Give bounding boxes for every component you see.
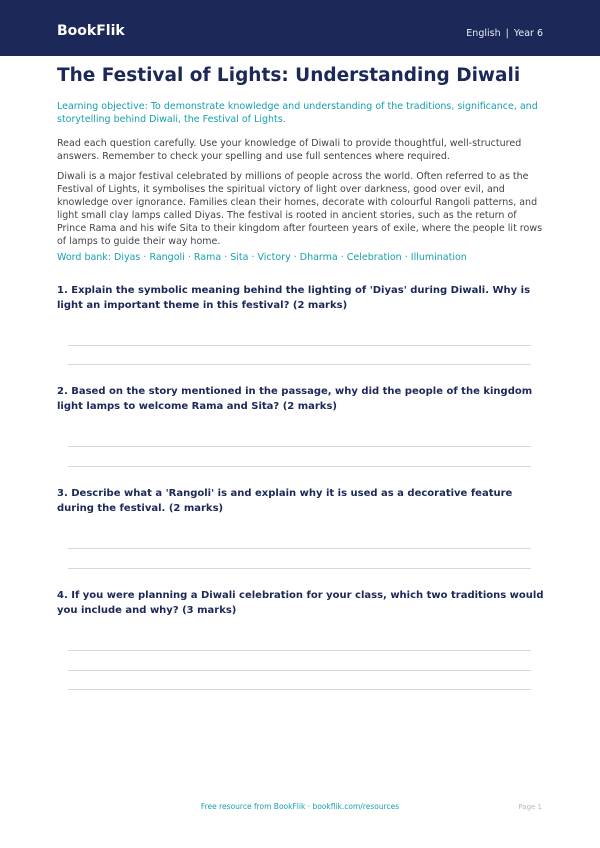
instructions: Read each question carefully. Use your knowledge of Diwali to provide thoughtful, well-structured answers. Remember to check your spelling and use full sentences where required. [57, 138, 522, 162]
word-bank: Word bank: Diyas · Rangoli · Rama · Sita · Victory · Dharma · Celebration · Illumination [57, 252, 467, 263]
answer-line[interactable] [68, 670, 531, 671]
subject-year [466, 28, 543, 39]
question-4: 4. If you were planning a Diwali celebration for your class, which two traditions would you include and why? (3 marks) [57, 590, 544, 616]
answer-line[interactable] [68, 650, 531, 651]
reading-passage: Diwali is a major festival celebrated by millions of people across the world. Often referred to as the Festival of Lights, it symbolises the spiritual victory of light over darkness, good over evil, and knowledge over ignorance. Families clean their homes, decorate with colourful Rangoli patterns, and light small clay lamps called Diyas. The festival is rooted in ancient stories, such as the return of Prince Rama and his wife Sita to their kingdom after fourteen years of exile, where the people lit rows of lamps to guide their way home. [57, 171, 543, 247]
brand-logo[interactable]: BookFlik [57, 23, 125, 39]
year-label: Year 6 [513, 28, 543, 39]
question-2: 2. Based on the story mentioned in the passage, why did the people of the kingdom light lamps to welcome Rama and Sita? (2 marks) [57, 386, 533, 412]
separator: | [505, 28, 509, 39]
worksheet-title: The Festival of Lights: Understanding Diwali [57, 65, 521, 86]
answer-line[interactable] [68, 446, 531, 447]
answer-line[interactable] [68, 466, 531, 467]
page-header [0, 0, 600, 56]
question-3: 3. Describe what a 'Rangoli' is and explain why it is used as a decorative feature during the festival. (2 marks) [57, 488, 513, 514]
answer-line[interactable] [68, 689, 531, 690]
answer-line[interactable] [68, 548, 531, 549]
learning-objective: Learning objective: To demonstrate knowledge and understanding of the traditions, significance, and storytelling behind Diwali, the Festival of Lights. [57, 101, 538, 125]
page-number: Page 1 [518, 803, 542, 811]
answer-line[interactable] [68, 345, 531, 346]
answer-line[interactable] [68, 568, 531, 569]
question-1: 1. Explain the symbolic meaning behind the lighting of 'Diyas' during Diwali. Why is light an important theme in this festival? (2 marks) [57, 285, 531, 311]
answer-line[interactable] [68, 364, 531, 365]
footer-link[interactable]: Free resource from BookFlik · bookflik.com/resources [200, 802, 400, 811]
subject-label: English [466, 28, 501, 39]
